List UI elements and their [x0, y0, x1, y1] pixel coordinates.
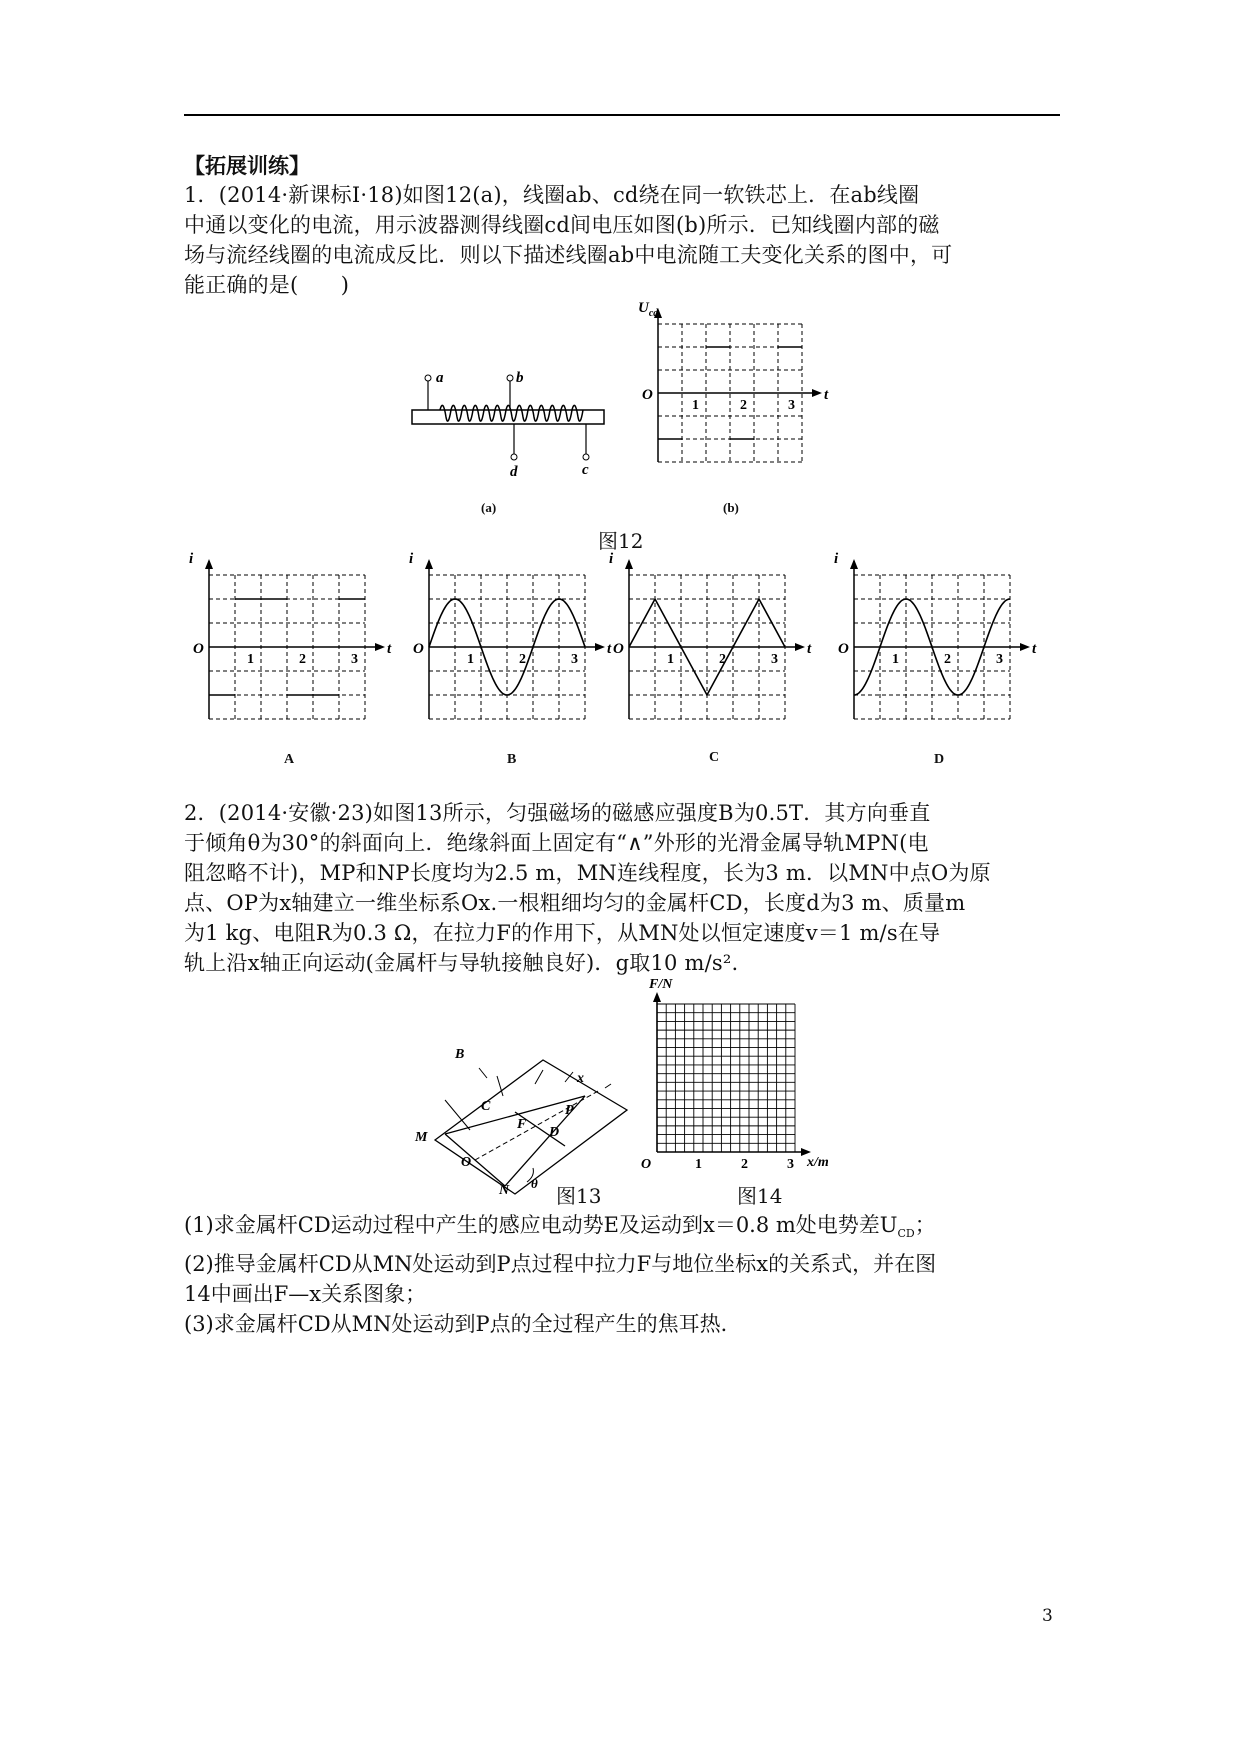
- ucd-subscript: CD: [897, 1227, 915, 1241]
- x-axis-label: t: [1032, 641, 1037, 657]
- y-axis-label: i: [834, 551, 839, 567]
- origin-label: O: [838, 641, 849, 657]
- subquestions: [184, 1210, 1064, 1339]
- x-axis-label: t: [807, 641, 812, 657]
- fig13-label-M: M: [415, 1130, 428, 1145]
- subquestion-2-cont: 14中画出F—x关系图象；: [184, 1282, 427, 1307]
- q2-line: 为1 kg、电阻R为0.3 Ω，在拉力F的作用下，从MN处以恒定速度v＝1 m/s在导: [184, 921, 941, 945]
- y-axis-label: i: [409, 551, 414, 567]
- tick-label: 3: [996, 652, 1003, 667]
- question-1-text: [184, 180, 1064, 300]
- tick-label: 1: [667, 652, 674, 667]
- option-a-label: A: [284, 752, 295, 767]
- origin-label: O: [642, 387, 653, 403]
- y-axis-label-sub: cd: [648, 308, 659, 319]
- tick-label: 2: [741, 1157, 748, 1172]
- x-axis-label: x/m: [807, 1155, 829, 1170]
- y-axis-arrow: [653, 992, 661, 1002]
- origin-label: O: [413, 641, 424, 657]
- tick-label: 1: [695, 1157, 702, 1172]
- origin-label: O: [613, 641, 624, 657]
- tick-label: 3: [788, 398, 795, 413]
- q1-line: 能正确的是( ): [184, 273, 350, 297]
- q1-line: 中通以变化的电流，用示波器测得线圈cd间电压如图(b)所示．已知线圈内部的磁: [184, 213, 940, 237]
- fig13-label-D: D: [549, 1125, 560, 1140]
- tick-label: 3: [771, 652, 778, 667]
- origin-label: O: [193, 641, 204, 657]
- x-axis-arrow: [1020, 643, 1030, 651]
- tick-label: 1: [892, 652, 899, 667]
- tick-label: 2: [719, 652, 726, 667]
- coil-label-a: a: [436, 370, 444, 386]
- origin-label: O: [641, 1157, 652, 1172]
- tick-label: 2: [299, 652, 306, 667]
- figure-13-caption: 图13: [556, 1184, 602, 1208]
- question-2-text: [184, 798, 1064, 978]
- fig13-label-theta: θ: [531, 1176, 538, 1191]
- q2-line: 2．(2014·安徽·23)如图13所示，匀强磁场的磁感应强度B为0.5T．其方向垂直: [184, 801, 931, 825]
- fig13-label-C: C: [481, 1099, 491, 1114]
- y-axis-arrow: [425, 559, 433, 569]
- figure-13-incline: [415, 1040, 635, 1200]
- tick-label: 1: [247, 652, 254, 667]
- y-axis-arrow: [625, 559, 633, 569]
- figure-14-grid: [635, 977, 835, 1180]
- x-axis-arrow: [795, 643, 805, 651]
- tick-label: 1: [467, 652, 474, 667]
- q2-line: 点、OP为x轴建立一维坐标系Ox.一根粗细均匀的金属杆CD，长度d为3 m、质量m: [184, 891, 966, 915]
- fig13-label-x: x: [577, 1071, 584, 1086]
- option-b-graph: [409, 551, 612, 725]
- q1-line: 场与流经线圈的电流成反比．则以下描述线圈ab中电流随工夫变化关系的图中，可: [184, 243, 953, 267]
- fig13-label-B: B: [455, 1047, 465, 1062]
- option-a-graph: [189, 551, 392, 725]
- q2-line: 于倾角θ为30°的斜面向上．绝缘斜面上固定有“∧”外形的光滑金属导轨MPN(电: [184, 831, 929, 855]
- x-axis-label: t: [824, 387, 829, 403]
- tick-label: 1: [692, 398, 699, 413]
- fig13-label-O: O: [461, 1155, 472, 1170]
- fig13-label-P: P: [565, 1103, 574, 1118]
- tick-label: 2: [944, 652, 951, 667]
- figure-12b-ucd-graph: [630, 300, 830, 500]
- fig12a-label: (a): [481, 500, 497, 515]
- option-c-label: C: [709, 750, 720, 765]
- coil-label-b: b: [516, 370, 524, 386]
- coil-label-d: d: [510, 464, 518, 480]
- y-axis-label: $U_{cd}$: [638, 300, 659, 319]
- x-axis-arrow: [812, 389, 822, 397]
- tick-label: 3: [571, 652, 578, 667]
- y-axis-label: i: [609, 551, 614, 567]
- y-axis-label: i: [189, 551, 194, 567]
- q1-line: 1．(2014·新课标Ⅰ·18)如图12(a)，线圈ab、cd绕在同一软铁芯上．在ab线圈: [184, 183, 920, 207]
- subquestion-3: (3)求金属杆CD从MN处运动到P点的全过程产生的焦耳热．: [184, 1312, 742, 1337]
- x-axis-arrow: [595, 643, 605, 651]
- subquestion-1: (1)求金属杆CD运动过程中产生的感应电动势E及运动到x＝0.8 m处电势差$U_{CD}$；: [184, 1213, 936, 1241]
- subquestion-2: (2)推导金属杆CD从MN处运动到P点过程中拉力F与地位坐标x的关系式，并在图: [184, 1252, 937, 1277]
- figure-12a-coil: [410, 370, 610, 490]
- option-c-graph: [609, 551, 812, 725]
- x-axis-label: t: [387, 641, 392, 657]
- q2-line: 阻忽略不计)，MP和NP长度均为2.5 m，MN连线程度，长为3 m．以MN中点O为原: [184, 861, 991, 885]
- fig13-label-N: N: [499, 1183, 510, 1198]
- header-rule: [184, 114, 1060, 116]
- tick-label: 3: [787, 1157, 794, 1172]
- x-axis-arrow: [375, 643, 385, 651]
- option-d-label: D: [934, 752, 945, 767]
- coil-label-c: c: [582, 462, 589, 478]
- x-axis-label: t: [607, 641, 612, 657]
- fig12b-label: (b): [723, 500, 739, 515]
- y-axis-arrow: [850, 559, 858, 569]
- section-title: 【拓展训练】: [184, 154, 310, 178]
- tick-label: 2: [519, 652, 526, 667]
- y-axis-label: F/N: [649, 977, 673, 992]
- page-number: 3: [1042, 1606, 1053, 1626]
- y-axis-arrow: [205, 559, 213, 569]
- q2-line: 轨上沿x轴正向运动(金属杆与导轨接触良好)．g取10 m/s².: [184, 951, 739, 975]
- option-d-graph: [834, 551, 1037, 725]
- tick-label: 2: [740, 398, 747, 413]
- figure-14-caption: 图14: [737, 1184, 783, 1208]
- fig13-label-F: F: [517, 1117, 527, 1132]
- figure-12-caption: 图12: [598, 529, 644, 553]
- option-b-label: B: [507, 752, 517, 767]
- tick-label: 3: [351, 652, 358, 667]
